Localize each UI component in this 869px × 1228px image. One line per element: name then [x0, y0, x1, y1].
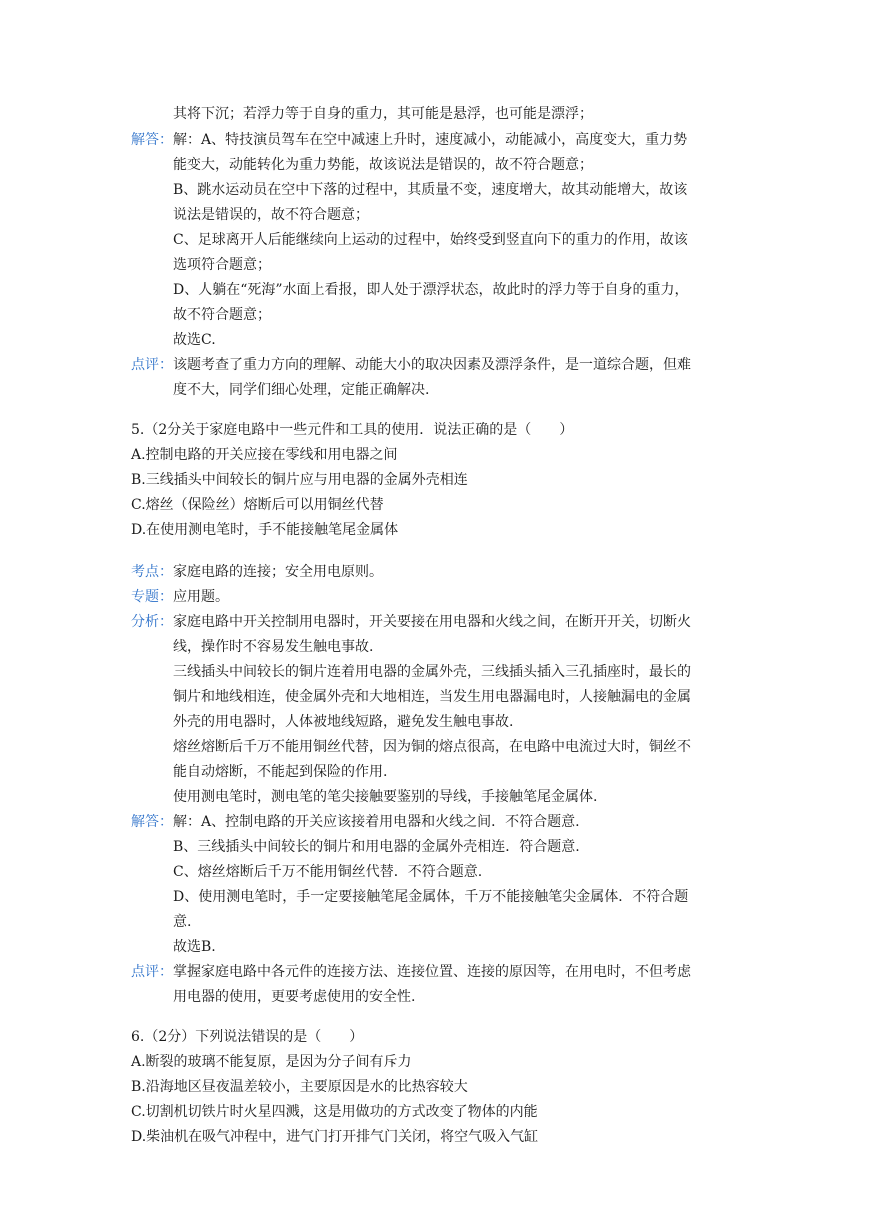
q5-analysis-line: 线，操作时不容易发生触电事故. [173, 639, 374, 655]
q5-comment-line: 用电器的使用，更要考虑使用的安全性. [173, 989, 416, 1005]
q6-option-b: B.沿海地区昼夜温差较小，主要原因是水的比热容较大 [131, 1079, 468, 1095]
q5-answer-line: C、熔丝熔断后千万不能用铜丝代替．不符合题意. [173, 864, 483, 880]
q5-option-b: B.三线插头中间较长的铜片应与用电器的金属外壳相连 [131, 472, 468, 488]
q5-point-label: 考点： [131, 564, 173, 580]
q5-answer-line: 解：A、控制电路的开关应该接着用电器和火线之间．不符合题意. [173, 814, 580, 830]
q4-intro-last: 其将下沉；若浮力等于自身的重力，其可能是悬浮，也可能是漂浮； [173, 106, 593, 122]
q5-answer-line: 意. [173, 914, 192, 930]
q4-answer-line: 故不符合题意； [173, 307, 271, 323]
q5-topic-label: 专题： [131, 589, 173, 605]
q5-analysis-line: 三线插头中间较长的铜片连着用电器的金属外壳，三线插头插入三孔插座时，最长的 [173, 664, 691, 680]
q4-answer-line: 能变大，动能转化为重力势能，故该说法是错误的，故不符合题意； [173, 157, 593, 173]
q4-answer-line: D、人躺在“死海”水面上看报，即人处于漂浮状态，故此时的浮力等于自身的重力， [173, 282, 689, 298]
q5-topic-text: 应用题。 [173, 589, 229, 605]
q5-option-a: A.控制电路的开关应接在零线和用电器之间 [131, 447, 398, 463]
q5-option-d: D.在使用测电笔时，手不能接触笔尾金属体 [131, 522, 399, 538]
q5-analysis-line: 熔丝熔断后千万不能用铜丝代替，因为铜的熔点很高，在电路中电流过大时，铜丝不 [173, 739, 691, 755]
q6-stem: 6.（2分）下列说法错误的是（ ） [131, 1029, 364, 1045]
q4-answer-line: 选项符合题意； [173, 257, 271, 273]
q5-analysis-line: 外壳的用电器时，人体被地线短路，避免发生触电事故. [173, 714, 514, 730]
q5-analysis-line: 能自动熔断，不能起到保险的作用. [173, 764, 388, 780]
q4-comment-line: 该题考查了重力方向的理解、动能大小的取决因素及漂浮条件，是一道综合题，但难 [173, 357, 691, 373]
q4-answer-line: C、足球离开人后能继续向上运动的过程中，始终受到竖直向下的重力的作用，故该 [173, 232, 688, 248]
q4-comment-label: 点评： [131, 357, 173, 373]
q6-option-a: A.断裂的玻璃不能复原，是因为分子间有斥力 [131, 1054, 412, 1070]
q5-analysis-line: 使用测电笔时，测电笔的笔尖接触要鉴别的导线，手接触笔尾金属体. [173, 789, 598, 805]
q5-answer-line: 故选B. [173, 939, 216, 955]
q4-answer-line: 故选C. [173, 332, 216, 348]
q5-stem: 5.（2分关于家庭电路中一些元件和工具的使用．说法正确的是（ ） [131, 422, 574, 438]
q5-analysis-line: 铜片和地线相连，使金属外壳和大地相连，当发生用电器漏电时，人接触漏电的金属 [173, 689, 691, 705]
q4-answer-line: 说法是错误的，故不符合题意； [173, 207, 369, 223]
q5-option-c: C.熔丝（保险丝）熔断后可以用铜丝代替 [131, 497, 384, 513]
q5-answer-line: B、三线插头中间较长的铜片和用电器的金属外壳相连．符合题意. [173, 839, 580, 855]
q4-answer-line: 解：A、特技演员驾车在空中减速上升时，速度减小，动能减小，高度变大，重力势 [173, 132, 688, 148]
q5-answer-line: D、使用测电笔时，手一定要接触笔尾金属体，千万不能接触笔尖金属体．不符合题 [173, 889, 689, 905]
q5-answer-label: 解答： [131, 814, 173, 830]
q5-point-text: 家庭电路的连接；安全用电原则。 [173, 564, 383, 580]
q6-option-c: C.切割机切铁片时火星四溅，这是用做功的方式改变了物体的内能 [131, 1104, 538, 1120]
q5-analysis-label: 分析： [131, 614, 173, 630]
q5-analysis-line: 家庭电路中开关控制用电器时，开关要接在用电器和火线之间，在断开开关，切断火 [173, 614, 691, 630]
q4-answer-line: B、跳水运动员在空中下落的过程中，其质量不变，速度增大，故其动能增大，故该 [173, 182, 688, 198]
q6-option-d: D.柴油机在吸气冲程中，进气门打开排气门关闭，将空气吸入气缸 [131, 1129, 539, 1145]
q4-comment-line: 度不大，同学们细心处理，定能正确解决. [173, 382, 430, 398]
q4-answer-label: 解答： [131, 132, 173, 148]
q5-comment-line: 掌握家庭电路中各元件的连接方法、连接位置、连接的原因等，在用电时，不但考虑 [173, 964, 691, 980]
q5-comment-label: 点评： [131, 964, 173, 980]
